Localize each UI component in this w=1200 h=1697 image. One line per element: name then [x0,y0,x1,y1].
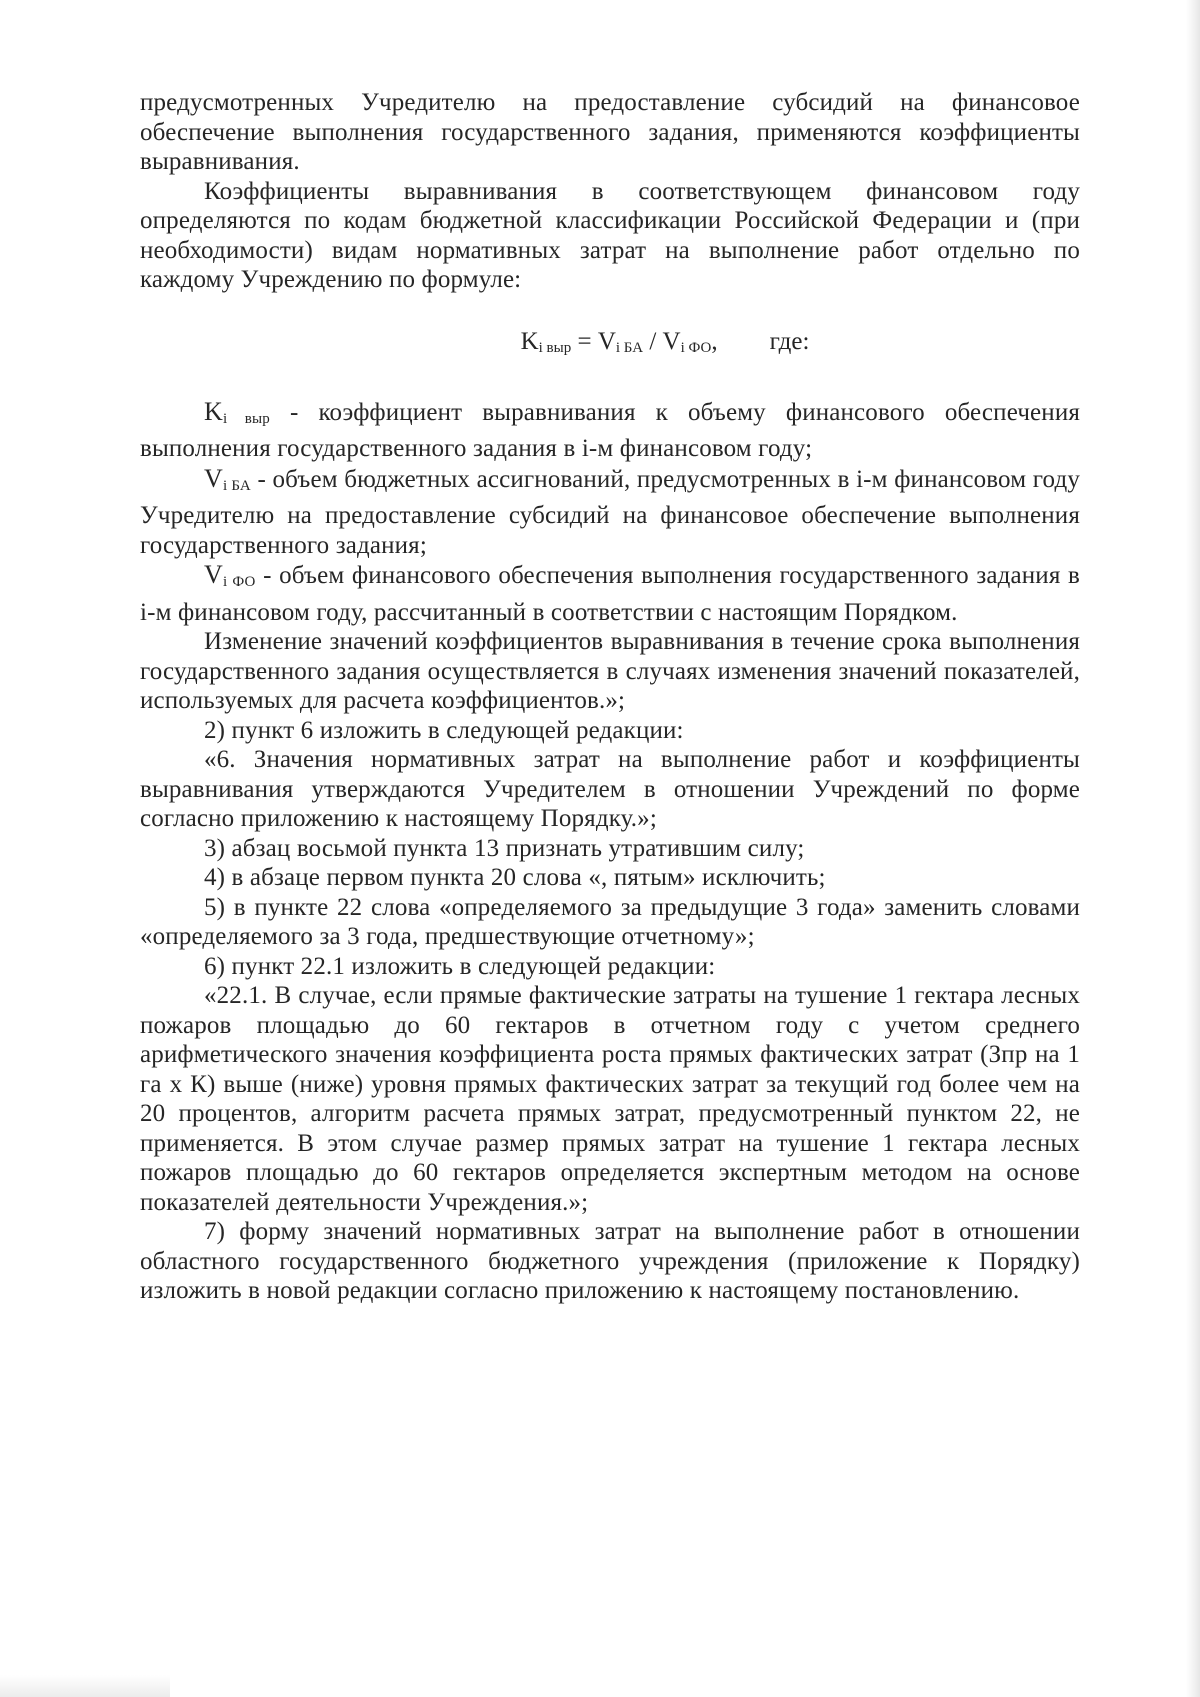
definition-v-fo [140,560,1080,627]
formula-k-subscript: i выр [538,339,572,356]
scan-edge-shadow [1186,0,1200,1697]
paragraph-coefficients-intro: Коэффициенты выравнивания в соответствующем финансовом году определяются по кодам бюджетной классификации Российской Федерации и (при необходимости) видам нормативных затрат на выполнение работ отдельно по каждому Учреждению по формуле: [140,177,1080,293]
list-item-2: 2) пункт 6 изложить в следующей редакции: [204,716,684,744]
formula-v-ba-subscript: i БА [615,339,644,356]
definition-k-subscript: i выр [222,410,270,427]
list-item-6-text: «22.1. В случае, если прямые фактические затраты на тушение 1 гектара лесных пожаров площадью до 60 гектаров в отчетном году с учетом среднего арифметического значения коэффициента роста прямых фактических затрат (Зпр на 1 га х К) выше (ниже) уровня прямых фактических затрат за текущий год более чем на 20 процентов, алгоритм расчета прямых затрат, предусмотренный пунктом 22, не применяется. В этом случае размер прямых затрат на тушение 1 гектара лесных пожаров площадью до 60 гектаров определяется экспертным методом на основе показателей деятельности Учреждения.»; [140,982,1080,1216]
definition-k [140,397,1080,464]
formula-equals: = [571,327,598,355]
formula-slash: / [643,327,663,355]
formula [250,327,1080,363]
definition-v-ba-text: - объем бюджетных ассигнований, предусмотренных в i-м финансовом году Учредителю на предоставление субсидий на финансовое обеспечение выполнения государственного задания; [140,465,1080,559]
formula-v-fo-subscript: i ФО [680,339,712,356]
formula-v-fo: V [662,327,681,355]
list-item-7: 7) форму значений нормативных затрат на выполнение работ в отношении областного государственного бюджетного учреждения (приложение к Порядку) изложить в новой редакции согласно приложению к настоящему постановлению. [140,1218,1080,1304]
formula-v-ba: V [597,327,616,355]
definition-v-fo-text: - объем финансового обеспечения выполнения государственного задания в i-м финансовом году, рассчитанный в соответствии с настоящим Порядком. [140,562,1080,626]
definition-v-ba [140,464,1080,561]
definition-v-fo-subscript: i ФО [222,574,256,590]
definition-k-text: - коэффициент выравнивания к объему финансового обеспечения выполнения государственного задания в i-м финансовом году; [140,398,1080,462]
list-item-6: 6) пункт 22.1 изложить в следующей редакции: [204,952,716,980]
list-item-2-text: «6. Значения нормативных затрат на выполнение работ и коэффициенты выравнивания утверждаются Учредителем в отношении Учреждений по форме согласно приложению к настоящему Порядку.»; [140,746,1080,832]
formula-where: где: [769,327,810,355]
definition-k-symbol: K [204,396,223,426]
formula-comma: , [711,327,718,355]
formula-k: K [520,327,539,355]
definition-v-ba-symbol: V [204,463,223,493]
list-item-4: 4) в абзаце первом пункта 20 слова «, пятым» исключить; [204,864,826,891]
definition-v-fo-symbol: V [204,560,223,589]
definition-v-ba-subscript: i БА [222,477,251,494]
paragraph-intro: предусмотренных Учредителю на предоставление субсидий на финансовое обеспечение выполнения государственного задания, применяются коэффициенты выравнивания. [140,89,1080,175]
scan-corner-shadow [0,1675,170,1697]
list-item-3: 3) абзац восьмой пункта 13 признать утратившим силу; [204,834,805,862]
list-item-5: 5) в пункте 22 слова «определяемого за предыдущие 3 года» заменить словами «определяемого за 3 года, предшествующие отчетному»; [140,893,1080,950]
paragraph-change: Изменение значений коэффициентов выравнивания в течение срока выполнения государственного задания осуществляется в случаях изменения значений показателей, используемых для расчета коэффициентов.»; [140,628,1080,714]
